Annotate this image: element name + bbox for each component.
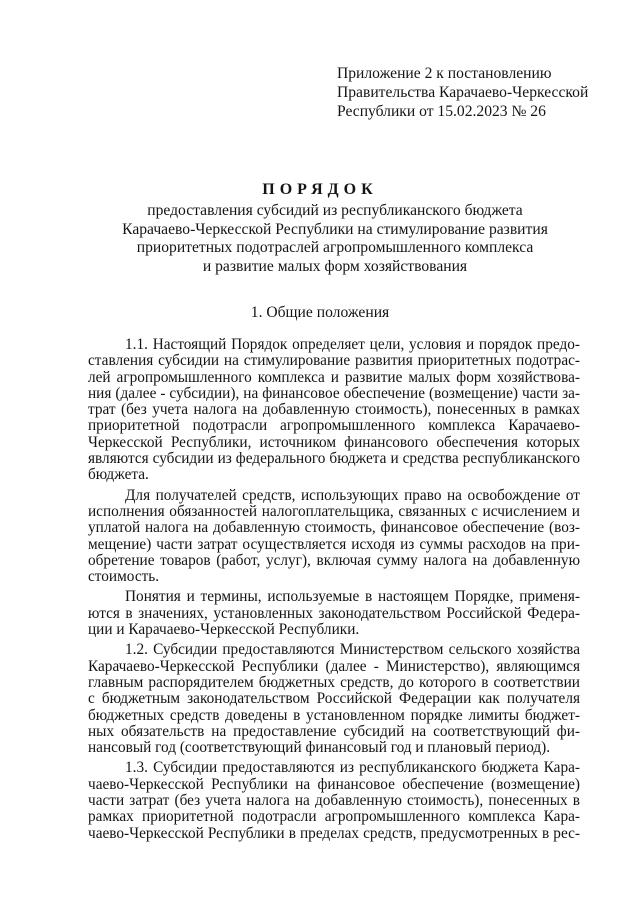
paragraph-line: 1.3. Субсидии предоставляются из республиканского бюджета Кара- [125,760,580,777]
paragraph-line: чаево-Черкесской Республики на финансовое обеспечение (возмещение) [88,776,580,793]
paragraph [88,589,580,638]
document-title: ПОРЯДОК [262,181,378,198]
paragraph-line: 1.2. Субсидии предоставляются Министерством сельского хозяйства [125,642,580,659]
paragraph-line: части затрат (без учета налога на добавленную стоимость), понесенных в [88,793,580,810]
paragraph-line: приоритетной подотрасли агропромышленного комплекса Карачаево- [88,418,580,435]
paragraph-line: обретение товаров (работ, услуг), включая сумму налога на добавленную [88,552,580,569]
subtitle-line: предоставления субсидий из республиканского бюджета [147,202,523,219]
appendix-line: Республики от 15.02.2023 № 26 [337,103,546,120]
subtitle-line: Карачаево-Черкесской Республики на стимулирование развития [122,220,548,238]
paragraph-line: чаево-Черкесской Республики в пределах средств, предусмотренных в рес- [88,825,580,842]
section-heading: 1. Общие положения [250,304,390,321]
paragraph-line: ставления субсидии на стимулирование развития приоритетных подотрас- [88,353,580,370]
document-body [88,337,580,842]
paragraph-line: Черкесской Республики, источником финансового обеспечения которых [88,434,580,451]
paragraph-line: ции и Карачаево-Черкесской Республики. [88,622,360,639]
paragraph-line: мещение) части затрат осуществляется исходя из суммы расходов на при- [88,536,580,553]
paragraph-line: ных обязательств на предоставление субсидий на соответствующий фи- [88,723,580,740]
document-subtitle [80,202,590,276]
subtitle-line: приоритетных подотраслей агропромышленного комплекса [136,239,534,257]
paragraph-line: рамках приоритетной подотрасли агропромышленного комплекса Кара- [88,809,580,826]
paragraph-line: являются субсидии из федерального бюджета и средства республиканского [88,451,580,468]
paragraph-line: Понятия и термины, используемые в настоящем Порядке, применя- [125,589,580,606]
paragraph-line: исполнения обязанностей налогоплательщика, связанных с исчислением и [88,503,580,520]
paragraph [88,337,580,484]
paragraph-line: бюджетных средств доведены в установленном порядке лимиты бюджет- [88,707,580,724]
appendix-line: Приложение 2 к постановлению [337,65,552,82]
paragraph-line: трат (без учета налога на добавленную стоимость), понесенных в рамках [88,402,580,419]
paragraph-line: Для получателей средств, использующих право на освобождение от [125,487,580,504]
paragraph-line: уплатой налога на добавленную стоимость, финансовое обеспечение (воз- [88,520,580,537]
paragraph-line: Карачаево-Черкесской Республики (далее - Министерство), являющимся [88,658,580,675]
paragraph-line: лей агропромышленного комплекса и развитие малых форм хозяйствова- [88,369,580,386]
paragraph-line: ния (далее - субсидии), на финансовое обеспечение (возмещение) части за- [88,385,580,402]
paragraph [88,760,580,841]
paragraph-line: главным распорядителем бюджетных средств, до которого в соответствии [88,674,580,691]
subtitle-line: и развитие малых форм хозяйствования [202,257,468,275]
paragraph [88,488,580,586]
paragraph-line: ются в значениях, установленных законодательством Российской Федера- [88,605,580,622]
paragraph [88,642,580,756]
paragraph-line: бюджета. [88,467,149,484]
appendix-line: Правительства Карачаево-Черкесской [337,84,589,101]
paragraph-line: с бюджетным законодательством Российской Федерации как получателя [88,691,580,708]
paragraph-line: нансовый год (соответствующий финансовый год и плановый период). [88,740,551,757]
paragraph-line: стоимость. [88,569,160,586]
appendix-block [337,64,597,121]
paragraph-line: 1.1. Настоящий Порядок определяет цели, условия и порядок предо- [125,337,580,353]
